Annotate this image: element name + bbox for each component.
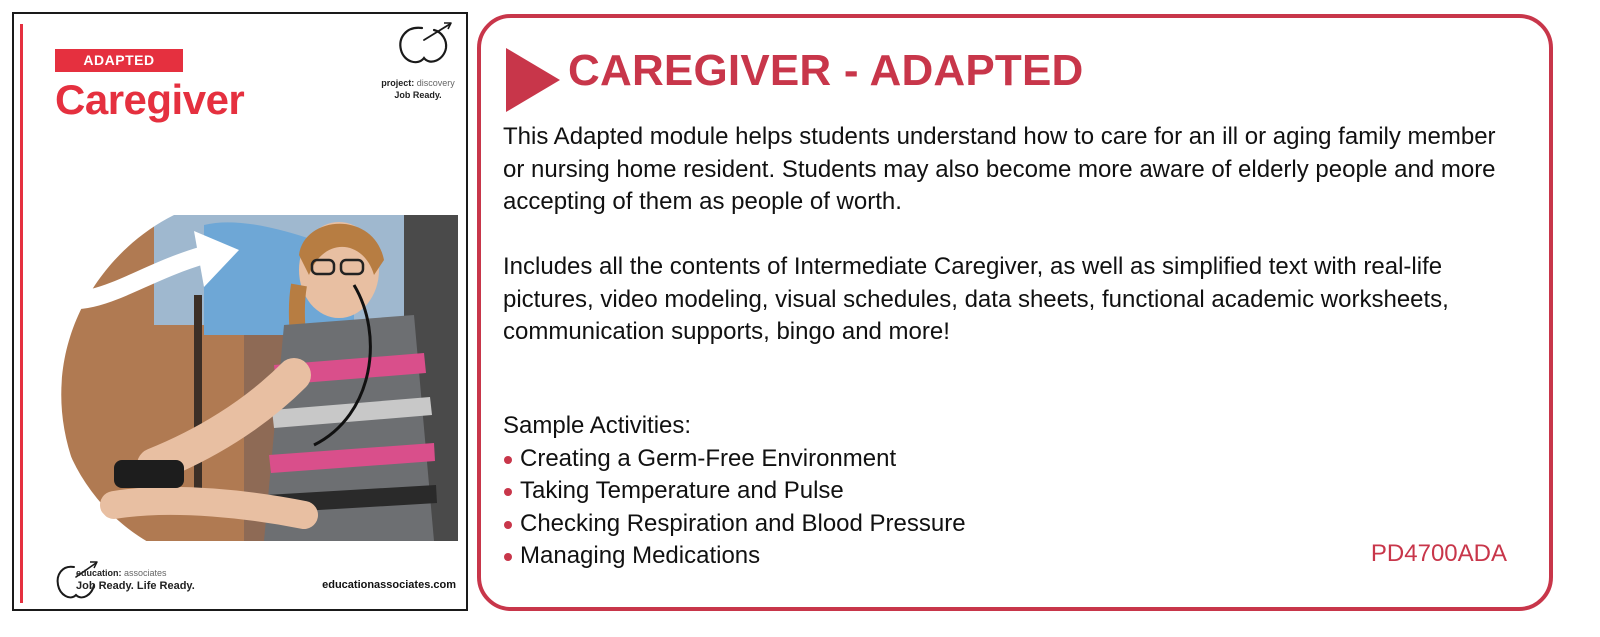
project-discovery-logo-icon bbox=[392, 20, 458, 68]
activity-item bbox=[503, 540, 966, 573]
cover-photo-illustration bbox=[54, 215, 458, 541]
round-bullet-icon bbox=[504, 553, 512, 561]
education-brand-tagline: Job Ready. Life Ready. bbox=[76, 580, 195, 592]
project-brand-name: discovery bbox=[416, 78, 455, 88]
education-brand-name: associates bbox=[124, 568, 167, 578]
activity-label: Checking Respiration and Blood Pressure bbox=[520, 509, 966, 537]
round-bullet-icon bbox=[504, 488, 512, 496]
project-discovery-brand bbox=[370, 77, 466, 101]
round-bullet-icon bbox=[504, 456, 512, 464]
activities-heading: Sample Activities: bbox=[503, 412, 692, 439]
sample-activities bbox=[503, 410, 966, 573]
description-panel bbox=[477, 14, 1553, 611]
description-paragraph: This Adapted module helps students understand how to care for an ill or aging family member or nursing home resident. Students may also become more aware of elderly people and more accepting of them as people of worth. bbox=[503, 123, 1496, 215]
description-paragraph: Includes all the contents of Intermediate Caregiver, as well as simplified text with real-life pictures, video modeling, visual schedules, data sheets, functional academic worksheets, communication supports, bingo and more! bbox=[503, 253, 1449, 345]
cover-title: Caregiver bbox=[55, 76, 245, 123]
education-associates-brand bbox=[76, 567, 195, 593]
education-brand-prefix: education: bbox=[76, 568, 122, 578]
product-description bbox=[503, 121, 1513, 349]
cover-photo bbox=[54, 215, 458, 541]
project-brand-tagline: Job Ready. bbox=[394, 90, 442, 100]
activities-list bbox=[503, 443, 966, 573]
adapted-badge: ADAPTED bbox=[55, 49, 183, 72]
activity-label: Taking Temperature and Pulse bbox=[520, 477, 844, 504]
activity-item bbox=[503, 443, 966, 476]
website-link[interactable]: educationassociates.com bbox=[322, 579, 456, 591]
product-headline: CAREGIVER - ADAPTED bbox=[568, 46, 1084, 95]
product-cover bbox=[12, 12, 468, 611]
product-code: PD4700ADA bbox=[1370, 540, 1507, 567]
activity-item bbox=[503, 475, 966, 508]
activity-label: Creating a Germ-Free Environment bbox=[520, 444, 897, 472]
round-bullet-icon bbox=[504, 521, 512, 529]
project-brand-prefix: project: bbox=[381, 78, 415, 88]
activity-item bbox=[503, 508, 966, 541]
activity-label: Managing Medications bbox=[520, 542, 761, 569]
play-triangle-icon bbox=[504, 46, 562, 114]
cover-red-rule bbox=[20, 24, 23, 603]
